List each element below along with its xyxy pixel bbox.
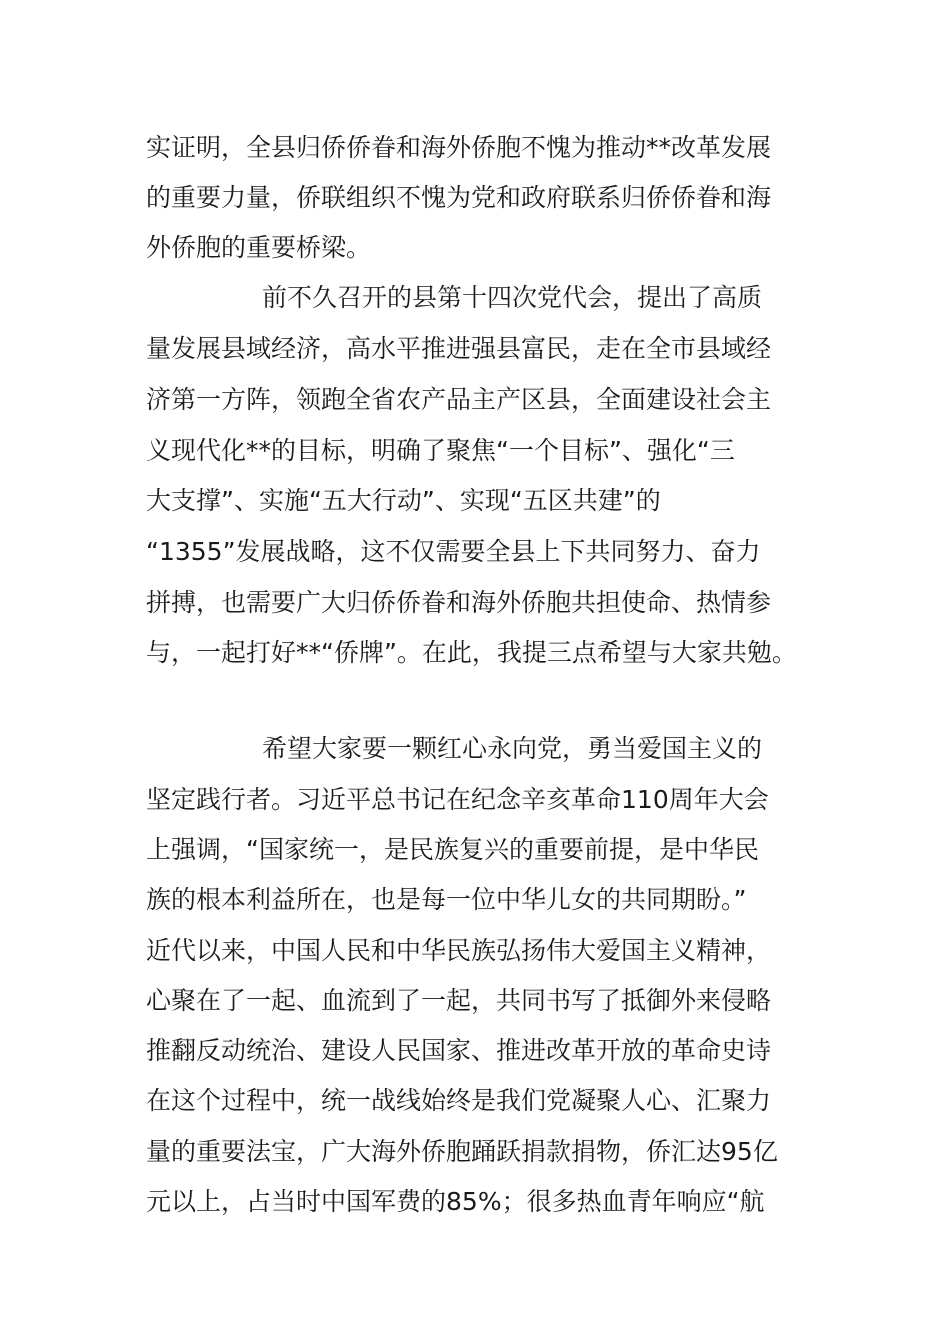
paragraph-3-line-3: 上强调，“国家统一，是民族复兴的重要前提，是中华民: [146, 835, 759, 864]
paragraph-3-line-9: 量的重要法宝，广大海外侨胞踊跃捐款捐物，侨汇达95亿: [146, 1137, 778, 1166]
paragraph-3-line-1: 希望大家要一颗红心永向党，勇当爱国主义的: [262, 734, 763, 763]
paragraph-2-line-7: 拼搏，也需要广大归侨侨眷和海外侨胞共担使命、热情参: [146, 588, 772, 617]
paragraph-1-line-3: 外侨胞的重要桥梁。: [146, 233, 372, 262]
paragraph-3-line-2: 坚定践行者。习近平总书记在纪念辛亥革命110周年大会: [146, 785, 769, 814]
paragraph-2-line-4: 义现代化**的目标，明确了聚焦“一个目标”、强化“三: [146, 436, 735, 465]
paragraph-3-line-4: 族的根本利益所在，也是每一位中华儿女的共同期盼。”: [146, 885, 747, 914]
paragraph-1-line-1: 实证明，全县归侨侨眷和海外侨胞不愧为推动**改革发展: [146, 133, 772, 162]
paragraph-3-line-6: 心聚在了一起、血流到了一起，共同书写了抵御外来侵略: [146, 986, 772, 1015]
paragraph-2-line-3: 济第一方阵，领跑全省农产品主产区县，全面建设社会主: [146, 385, 772, 414]
paragraph-3-line-8: 在这个过程中，统一战线始终是我们党凝聚人心、汇聚力: [146, 1086, 772, 1115]
paragraph-3-line-7: 推翻反动统治、建设人民国家、推进改革开放的革命史诗: [146, 1036, 772, 1065]
paragraph-3-line-10: 元以上，占当时中国军费的85%；很多热血青年响应“航: [146, 1187, 765, 1216]
paragraph-2-line-8: 与，一起打好**“侨牌”。在此，我提三点希望与大家共勉。: [146, 638, 797, 667]
paragraph-2-line-5: 大支撑”、实施“五大行动”、实现“五区共建”的: [146, 486, 661, 515]
paragraph-2-line-1: 前不久召开的县第十四次党代会，提出了高质: [262, 283, 763, 312]
paragraph-3-line-5: 近代以来，中国人民和中华民族弘扬伟大爱国主义精神，: [146, 936, 772, 965]
paragraph-2-line-2: 量发展县域经济，高水平推进强县富民，走在全市县域经: [146, 334, 772, 363]
paragraph-1-line-2: 的重要力量，侨联组织不愧为党和政府联系归侨侨眷和海: [146, 183, 772, 212]
paragraph-2-line-6: “1355”发展战略，这不仅需要全县上下共同努力、奋力: [146, 537, 761, 566]
